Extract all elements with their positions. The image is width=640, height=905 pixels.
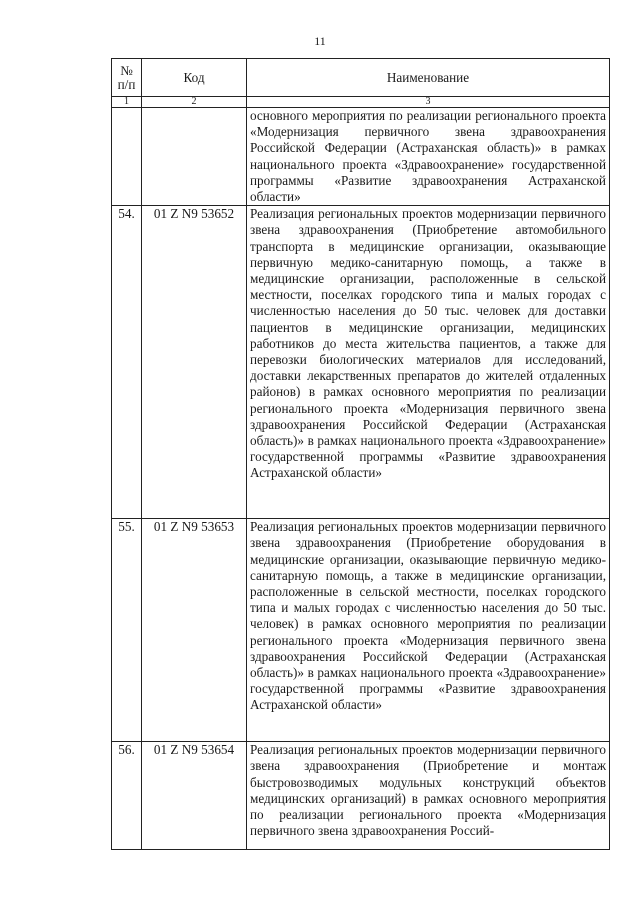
row-num: 56. xyxy=(112,742,142,850)
page-number: 11 xyxy=(314,34,326,48)
table-header-row xyxy=(112,59,610,97)
table-row xyxy=(112,519,610,742)
budget-code-table xyxy=(111,58,610,850)
row-num: 54. xyxy=(112,206,142,519)
row-name: Реализация региональных проектов модернизации первичного звена здравоохранения (Приобретение и монтаж быстровозводимых модульных конструкций объектов медицинских организаций) в рамках основного мероприятия по реализации регионального проекта «Модернизация первичного звена здравоохранения Россий- xyxy=(247,742,610,850)
row-name: Реализация региональных проектов модернизации первичного звена здравоохранения (Приобретение автомобильного транспорта в медицинские организации, оказывающие первичную медико-санитарную помощь, а также в медицинские организации, расположенные в сельской местности, поселках городского типа и малых городах с численностью населения до 50 тыс. человек для доставки пациентов в медицинские организации, медицинских работников до места жительства пациентов, а также для перевозки биологических материалов для исследований, доставки лекарственных препаратов до жителей отдаленных районов) в рамках основного мероприятия по реализации регионального проекта «Модернизация первичного звена здравоохранения Российской Федерации (Астраханская область)» в рамках национального проекта «Здравоохранение» государственной программы «Развитие здравоохранения Астраханской области» xyxy=(247,206,610,519)
column-index-1: 1 xyxy=(112,97,142,108)
row-code: 01 Z N9 53652 xyxy=(142,206,247,519)
row-name: основного мероприятия по реализации регионального проекта «Модернизация первичного звена здравоохранения Российской Федерации (Астраханская область)» в рамках национального проекта «Здравоохранение» государственной программы «Развитие здравоохранения Астраханской области» xyxy=(247,108,610,206)
column-index-row xyxy=(112,97,610,108)
header-num: № п/п xyxy=(112,59,142,97)
header-code: Код xyxy=(142,59,247,97)
row-code: 01 Z N9 53653 xyxy=(142,519,247,742)
table-row xyxy=(112,108,610,206)
header-name: Наименование xyxy=(247,59,610,97)
row-code: 01 Z N9 53654 xyxy=(142,742,247,850)
row-num xyxy=(112,108,142,206)
table-row xyxy=(112,742,610,850)
row-code xyxy=(142,108,247,206)
row-num: 55. xyxy=(112,519,142,742)
row-name: Реализация региональных проектов модернизации первичного звена здравоохранения (Приобретение оборудования в медицинские организации, оказывающие первичную медико- санитарную помощь, а также в медицинские организации, расположенные в сельской местности, поселках городского типа и малых городах с численностью населения до 50 тыс. человек) в рамках основного мероприятия по реализации регионального проекта «Модернизация первичного звена здравоохранения Российской Федерации (Астраханская область)» в рамках национального проекта «Здравоохранение» государственной программы «Развитие здравоохранения Астраханской области» xyxy=(247,519,610,742)
table-row xyxy=(112,206,610,519)
column-index-3: 3 xyxy=(247,97,610,108)
column-index-2: 2 xyxy=(142,97,247,108)
